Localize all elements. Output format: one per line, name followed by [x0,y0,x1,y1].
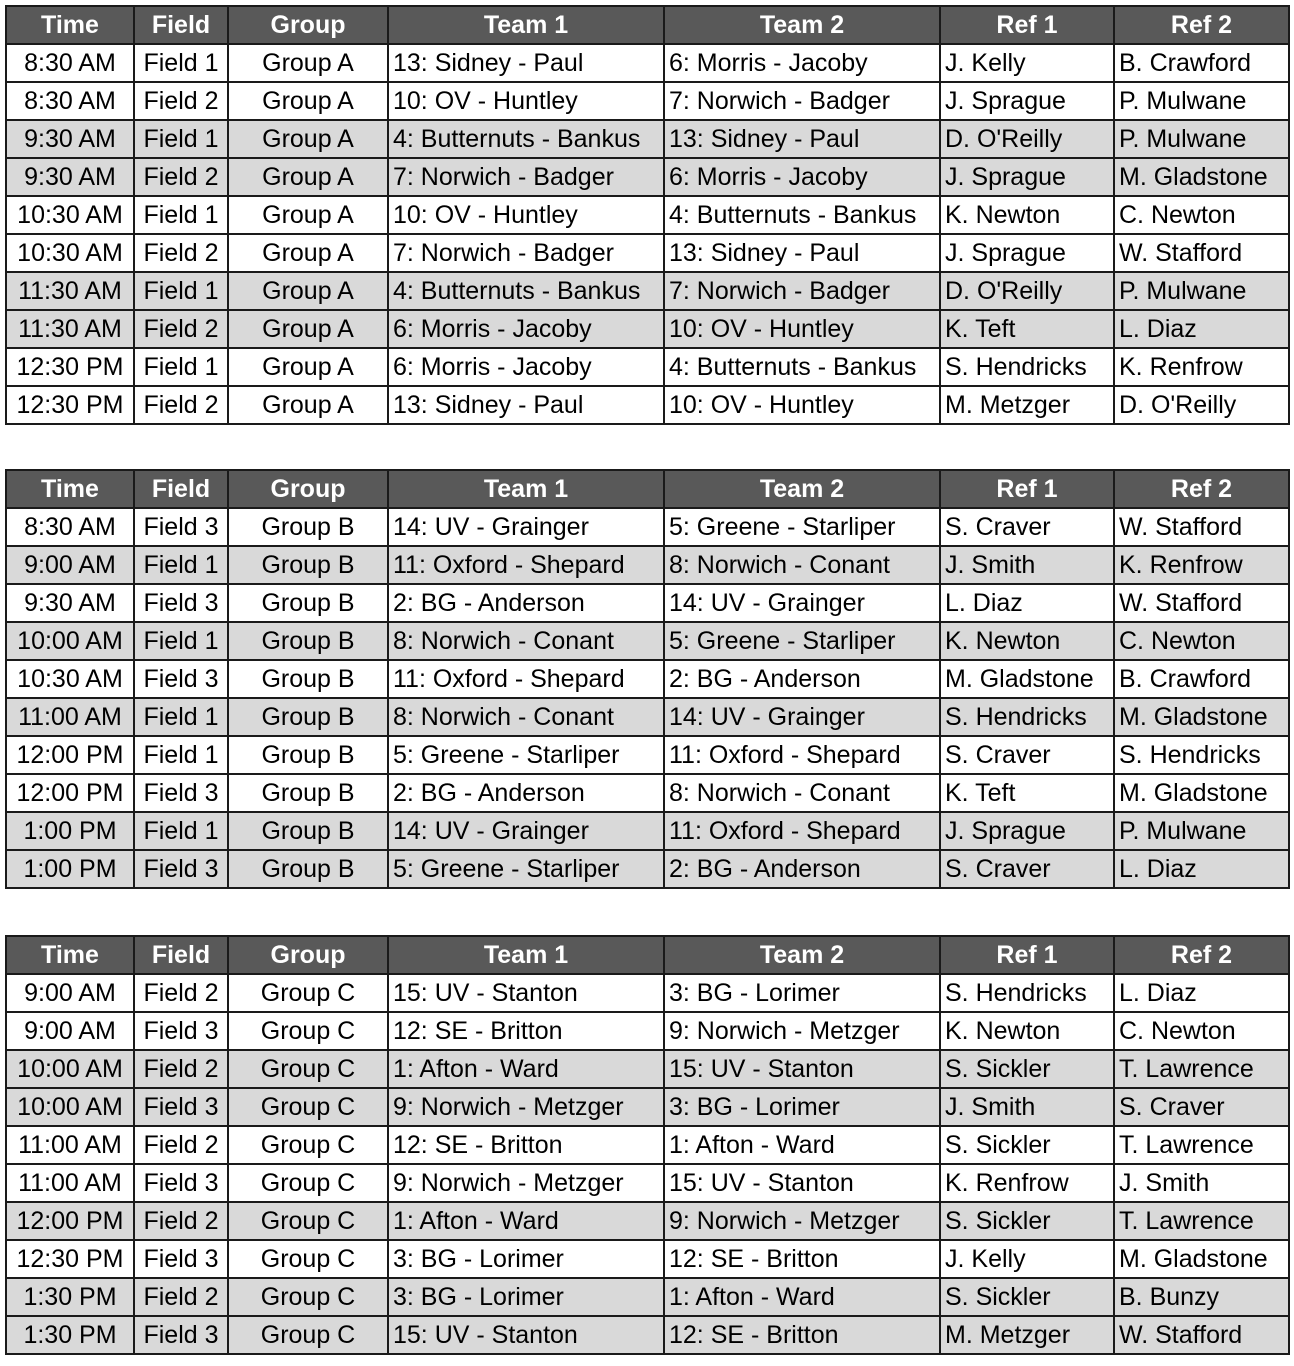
ref1-cell: K. Newton [940,196,1114,234]
team2-cell: 2: BG - Anderson [664,660,940,698]
table-row [6,660,1289,698]
header-group: Group [228,470,388,508]
header-ref2: Ref 2 [1114,936,1289,974]
group-cell: Group C [228,1316,388,1354]
table-row [6,196,1289,234]
group-cell: Group C [228,1202,388,1240]
team1-cell: 14: UV - Grainger [388,508,664,546]
header-group: Group [228,936,388,974]
table-row [6,1012,1289,1050]
field-cell: Field 2 [134,158,228,196]
field-cell: Field 1 [134,44,228,82]
team1-cell: 5: Greene - Starliper [388,850,664,888]
team1-cell: 10: OV - Huntley [388,82,664,120]
team1-cell: 3: BG - Lorimer [388,1278,664,1316]
group-cell: Group B [228,508,388,546]
table-row [6,1050,1289,1088]
header-team2: Team 2 [664,6,940,44]
ref2-cell: L. Diaz [1114,310,1289,348]
header-team1: Team 1 [388,6,664,44]
ref2-cell: P. Mulwane [1114,272,1289,310]
group-cell: Group C [228,974,388,1012]
group-cell: Group B [228,812,388,850]
ref1-cell: S. Hendricks [940,974,1114,1012]
ref2-cell: M. Gladstone [1114,698,1289,736]
team2-cell: 15: UV - Stanton [664,1164,940,1202]
header-row [6,936,1289,974]
time-cell: 10:30 AM [6,234,134,272]
field-cell: Field 3 [134,850,228,888]
ref1-cell: J. Sprague [940,812,1114,850]
ref2-cell: S. Craver [1114,1088,1289,1126]
time-cell: 12:00 PM [6,1202,134,1240]
ref1-cell: K. Newton [940,1012,1114,1050]
team2-cell: 11: Oxford - Shepard [664,812,940,850]
group-cell: Group A [228,348,388,386]
header-time: Time [6,6,134,44]
group-cell: Group A [228,44,388,82]
team2-cell: 1: Afton - Ward [664,1126,940,1164]
table-row [6,1202,1289,1240]
group-cell: Group A [228,234,388,272]
header-ref1: Ref 1 [940,936,1114,974]
header-team1: Team 1 [388,470,664,508]
ref2-cell: B. Crawford [1114,660,1289,698]
group-cell: Group A [228,120,388,158]
team1-cell: 13: Sidney - Paul [388,44,664,82]
ref1-cell: K. Newton [940,622,1114,660]
ref1-cell: K. Teft [940,774,1114,812]
table-row [6,508,1289,546]
team2-cell: 8: Norwich - Conant [664,774,940,812]
time-cell: 10:30 AM [6,660,134,698]
field-cell: Field 1 [134,196,228,234]
time-cell: 12:30 PM [6,386,134,424]
field-cell: Field 2 [134,1202,228,1240]
table-row [6,736,1289,774]
field-cell: Field 1 [134,272,228,310]
team1-cell: 3: BG - Lorimer [388,1240,664,1278]
field-cell: Field 3 [134,584,228,622]
time-cell: 11:00 AM [6,1126,134,1164]
time-cell: 1:30 PM [6,1316,134,1354]
team2-cell: 12: SE - Britton [664,1240,940,1278]
ref1-cell: K. Teft [940,310,1114,348]
ref1-cell: J. Sprague [940,234,1114,272]
time-cell: 11:00 AM [6,698,134,736]
field-cell: Field 2 [134,310,228,348]
ref1-cell: J. Smith [940,546,1114,584]
header-team2: Team 2 [664,470,940,508]
time-cell: 11:00 AM [6,1164,134,1202]
group-cell: Group B [228,850,388,888]
team1-cell: 6: Morris - Jacoby [388,310,664,348]
time-cell: 11:30 AM [6,310,134,348]
ref2-cell: B. Crawford [1114,44,1289,82]
team2-cell: 11: Oxford - Shepard [664,736,940,774]
field-cell: Field 1 [134,622,228,660]
field-cell: Field 1 [134,812,228,850]
team2-cell: 10: OV - Huntley [664,386,940,424]
ref1-cell: M. Metzger [940,386,1114,424]
team1-cell: 2: BG - Anderson [388,774,664,812]
team2-cell: 6: Morris - Jacoby [664,44,940,82]
field-cell: Field 3 [134,774,228,812]
time-cell: 10:30 AM [6,196,134,234]
table-row [6,974,1289,1012]
team1-cell: 10: OV - Huntley [388,196,664,234]
group-cell: Group B [228,774,388,812]
ref2-cell: T. Lawrence [1114,1050,1289,1088]
team1-cell: 7: Norwich - Badger [388,158,664,196]
group-c-schedule-table [5,935,1290,1355]
ref1-cell: J. Kelly [940,1240,1114,1278]
field-cell: Field 2 [134,1050,228,1088]
team1-cell: 9: Norwich - Metzger [388,1164,664,1202]
time-cell: 10:00 AM [6,622,134,660]
table-row [6,546,1289,584]
ref2-cell: K. Renfrow [1114,546,1289,584]
ref2-cell: W. Stafford [1114,234,1289,272]
field-cell: Field 2 [134,1278,228,1316]
team1-cell: 8: Norwich - Conant [388,622,664,660]
ref1-cell: K. Renfrow [940,1164,1114,1202]
ref2-cell: M. Gladstone [1114,1240,1289,1278]
time-cell: 10:00 AM [6,1050,134,1088]
team1-cell: 2: BG - Anderson [388,584,664,622]
table-row [6,584,1289,622]
group-cell: Group B [228,546,388,584]
team1-cell: 15: UV - Stanton [388,1316,664,1354]
ref2-cell: W. Stafford [1114,508,1289,546]
group-cell: Group B [228,736,388,774]
field-cell: Field 1 [134,120,228,158]
ref1-cell: S. Hendricks [940,698,1114,736]
team1-cell: 11: Oxford - Shepard [388,546,664,584]
ref2-cell: B. Bunzy [1114,1278,1289,1316]
team2-cell: 4: Butternuts - Bankus [664,348,940,386]
team1-cell: 12: SE - Britton [388,1126,664,1164]
ref1-cell: S. Craver [940,736,1114,774]
field-cell: Field 3 [134,660,228,698]
group-cell: Group B [228,698,388,736]
ref2-cell: W. Stafford [1114,1316,1289,1354]
field-cell: Field 1 [134,736,228,774]
header-time: Time [6,470,134,508]
time-cell: 11:30 AM [6,272,134,310]
ref2-cell: P. Mulwane [1114,82,1289,120]
group-cell: Group A [228,272,388,310]
field-cell: Field 3 [134,1240,228,1278]
header-row [6,470,1289,508]
field-cell: Field 2 [134,1126,228,1164]
time-cell: 12:30 PM [6,1240,134,1278]
field-cell: Field 3 [134,1088,228,1126]
team1-cell: 7: Norwich - Badger [388,234,664,272]
time-cell: 12:00 PM [6,774,134,812]
ref1-cell: S. Sickler [940,1278,1114,1316]
ref1-cell: D. O'Reilly [940,120,1114,158]
group-cell: Group A [228,310,388,348]
ref1-cell: J. Kelly [940,44,1114,82]
group-cell: Group C [228,1240,388,1278]
header-time: Time [6,936,134,974]
table-row [6,1240,1289,1278]
group-cell: Group C [228,1164,388,1202]
table-row [6,622,1289,660]
ref1-cell: M. Gladstone [940,660,1114,698]
header-team2: Team 2 [664,936,940,974]
table-row [6,1088,1289,1126]
ref2-cell: C. Newton [1114,196,1289,234]
table-row [6,1126,1289,1164]
team1-cell: 8: Norwich - Conant [388,698,664,736]
table-row [6,348,1289,386]
team1-cell: 6: Morris - Jacoby [388,348,664,386]
table-row [6,158,1289,196]
group-cell: Group A [228,82,388,120]
table-row [6,812,1289,850]
table-row [6,1164,1289,1202]
field-cell: Field 1 [134,546,228,584]
ref1-cell: J. Sprague [940,82,1114,120]
team2-cell: 13: Sidney - Paul [664,234,940,272]
time-cell: 8:30 AM [6,508,134,546]
team2-cell: 5: Greene - Starliper [664,622,940,660]
ref2-cell: P. Mulwane [1114,120,1289,158]
ref1-cell: D. O'Reilly [940,272,1114,310]
team2-cell: 4: Butternuts - Bankus [664,196,940,234]
ref2-cell: S. Hendricks [1114,736,1289,774]
ref1-cell: S. Sickler [940,1126,1114,1164]
ref2-cell: K. Renfrow [1114,348,1289,386]
time-cell: 9:30 AM [6,120,134,158]
team1-cell: 11: Oxford - Shepard [388,660,664,698]
team2-cell: 2: BG - Anderson [664,850,940,888]
ref2-cell: M. Gladstone [1114,774,1289,812]
team2-cell: 9: Norwich - Metzger [664,1012,940,1050]
team1-cell: 13: Sidney - Paul [388,386,664,424]
team2-cell: 3: BG - Lorimer [664,1088,940,1126]
field-cell: Field 1 [134,348,228,386]
group-cell: Group C [228,1012,388,1050]
team2-cell: 8: Norwich - Conant [664,546,940,584]
time-cell: 1:30 PM [6,1278,134,1316]
ref1-cell: S. Hendricks [940,348,1114,386]
ref1-cell: J. Smith [940,1088,1114,1126]
header-field: Field [134,936,228,974]
team2-cell: 6: Morris - Jacoby [664,158,940,196]
ref2-cell: T. Lawrence [1114,1202,1289,1240]
time-cell: 10:00 AM [6,1088,134,1126]
time-cell: 9:30 AM [6,584,134,622]
team2-cell: 7: Norwich - Badger [664,272,940,310]
group-cell: Group C [228,1088,388,1126]
ref1-cell: J. Sprague [940,158,1114,196]
group-cell: Group A [228,196,388,234]
table-row [6,774,1289,812]
ref1-cell: S. Craver [940,508,1114,546]
field-cell: Field 2 [134,974,228,1012]
header-ref1: Ref 1 [940,6,1114,44]
header-team1: Team 1 [388,936,664,974]
group-cell: Group B [228,660,388,698]
team1-cell: 12: SE - Britton [388,1012,664,1050]
group-cell: Group C [228,1278,388,1316]
team2-cell: 9: Norwich - Metzger [664,1202,940,1240]
group-cell: Group A [228,386,388,424]
table-row [6,850,1289,888]
ref2-cell: M. Gladstone [1114,158,1289,196]
ref2-cell: P. Mulwane [1114,812,1289,850]
team2-cell: 10: OV - Huntley [664,310,940,348]
header-field: Field [134,6,228,44]
ref2-cell: L. Diaz [1114,974,1289,1012]
team2-cell: 13: Sidney - Paul [664,120,940,158]
team1-cell: 15: UV - Stanton [388,974,664,1012]
team2-cell: 14: UV - Grainger [664,584,940,622]
ref2-cell: T. Lawrence [1114,1126,1289,1164]
team2-cell: 12: SE - Britton [664,1316,940,1354]
time-cell: 9:30 AM [6,158,134,196]
field-cell: Field 3 [134,1012,228,1050]
time-cell: 9:00 AM [6,974,134,1012]
team1-cell: 1: Afton - Ward [388,1202,664,1240]
ref1-cell: M. Metzger [940,1316,1114,1354]
table-row [6,234,1289,272]
team2-cell: 3: BG - Lorimer [664,974,940,1012]
header-ref1: Ref 1 [940,470,1114,508]
group-cell: Group B [228,622,388,660]
table-row [6,44,1289,82]
time-cell: 8:30 AM [6,82,134,120]
team1-cell: 1: Afton - Ward [388,1050,664,1088]
time-cell: 12:30 PM [6,348,134,386]
team1-cell: 4: Butternuts - Bankus [388,120,664,158]
group-cell: Group C [228,1050,388,1088]
header-ref2: Ref 2 [1114,6,1289,44]
field-cell: Field 2 [134,234,228,272]
team1-cell: 4: Butternuts - Bankus [388,272,664,310]
field-cell: Field 2 [134,82,228,120]
table-row [6,272,1289,310]
group-cell: Group A [228,158,388,196]
group-cell: Group B [228,584,388,622]
table-row [6,386,1289,424]
header-ref2: Ref 2 [1114,470,1289,508]
ref2-cell: W. Stafford [1114,584,1289,622]
group-b-schedule-table [5,469,1290,889]
table-row [6,310,1289,348]
table-row [6,1316,1289,1354]
team1-cell: 5: Greene - Starliper [388,736,664,774]
time-cell: 12:00 PM [6,736,134,774]
table-row [6,698,1289,736]
team1-cell: 14: UV - Grainger [388,812,664,850]
ref2-cell: J. Smith [1114,1164,1289,1202]
ref2-cell: L. Diaz [1114,850,1289,888]
field-cell: Field 3 [134,1316,228,1354]
time-cell: 9:00 AM [6,546,134,584]
table-row [6,82,1289,120]
ref1-cell: L. Diaz [940,584,1114,622]
team2-cell: 5: Greene - Starliper [664,508,940,546]
team1-cell: 9: Norwich - Metzger [388,1088,664,1126]
ref1-cell: S. Sickler [940,1202,1114,1240]
team2-cell: 7: Norwich - Badger [664,82,940,120]
time-cell: 1:00 PM [6,812,134,850]
group-cell: Group C [228,1126,388,1164]
header-group: Group [228,6,388,44]
field-cell: Field 2 [134,386,228,424]
time-cell: 9:00 AM [6,1012,134,1050]
ref2-cell: D. O'Reilly [1114,386,1289,424]
header-row [6,6,1289,44]
time-cell: 8:30 AM [6,44,134,82]
field-cell: Field 1 [134,698,228,736]
time-cell: 1:00 PM [6,850,134,888]
table-row [6,120,1289,158]
field-cell: Field 3 [134,1164,228,1202]
table-row [6,1278,1289,1316]
group-a-schedule-table [5,5,1290,425]
team2-cell: 1: Afton - Ward [664,1278,940,1316]
team2-cell: 15: UV - Stanton [664,1050,940,1088]
ref2-cell: C. Newton [1114,1012,1289,1050]
ref1-cell: S. Sickler [940,1050,1114,1088]
field-cell: Field 3 [134,508,228,546]
ref2-cell: C. Newton [1114,622,1289,660]
team2-cell: 14: UV - Grainger [664,698,940,736]
ref1-cell: S. Craver [940,850,1114,888]
header-field: Field [134,470,228,508]
